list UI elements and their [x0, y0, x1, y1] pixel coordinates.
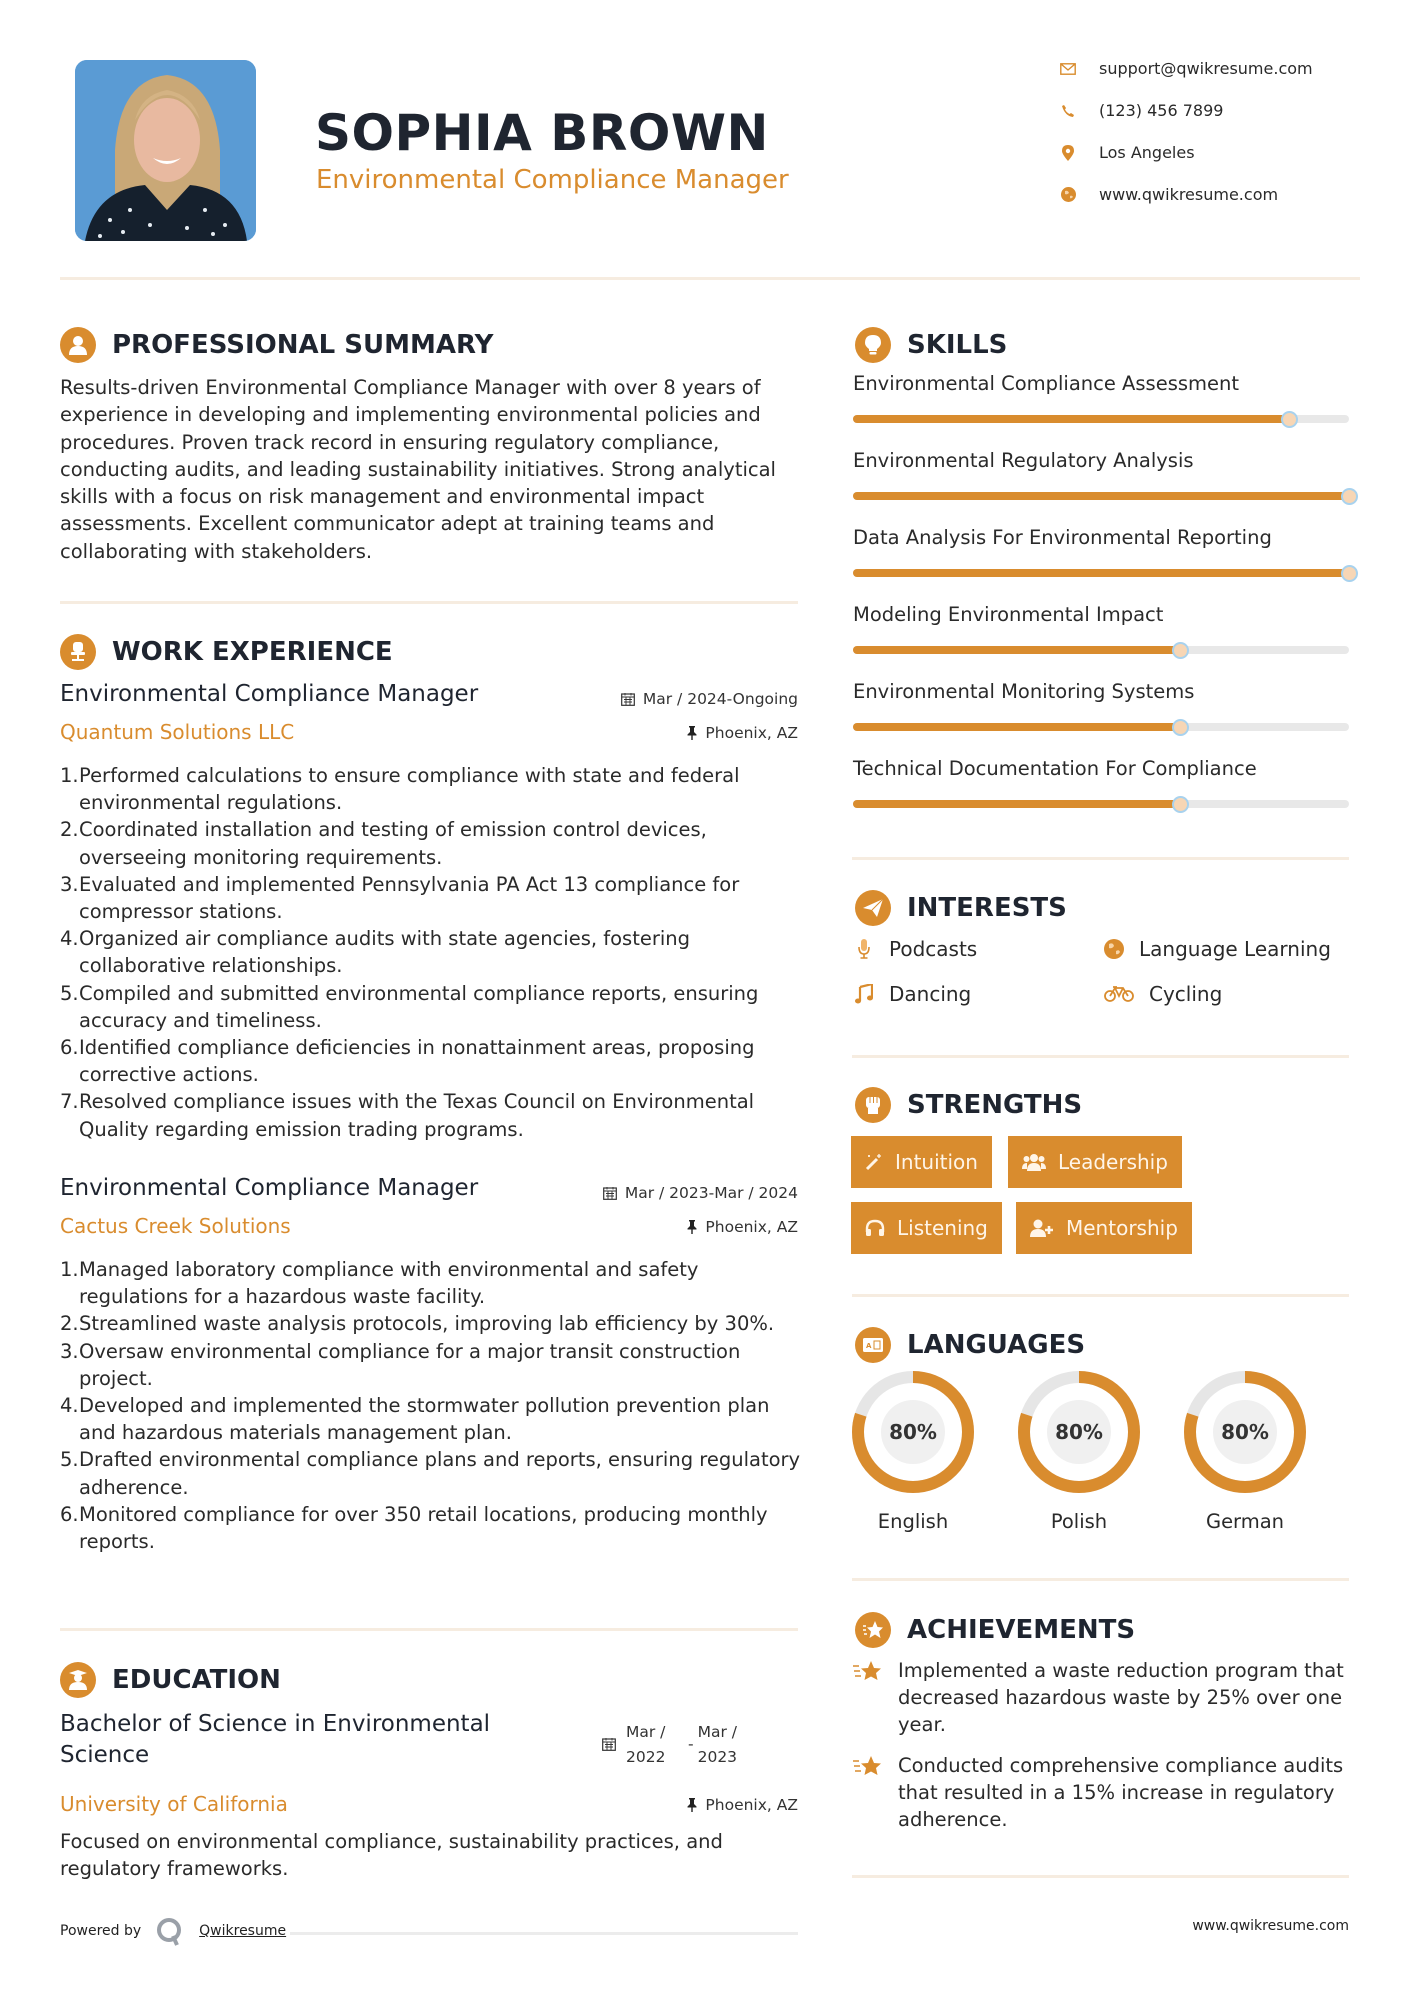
education-start: Mar / 2022 [626, 1723, 666, 1766]
powered-by [60, 1916, 286, 1946]
skill-bar-fill [853, 723, 1180, 731]
skill-bar-track [853, 646, 1349, 654]
language-percent: 80% [1221, 1420, 1269, 1444]
job-1-company: Quantum Solutions LLC [60, 720, 295, 744]
strength-label: Mentorship [1066, 1216, 1178, 1240]
languages-heading-text: LANGUAGES [907, 1330, 1086, 1360]
calendar-icon [621, 692, 635, 706]
achievement-item [852, 1657, 1352, 1738]
achievements-divider [852, 1875, 1349, 1878]
strengths-heading [855, 1087, 1082, 1123]
job-1-bullet: 1. Performed calculations to ensure compliance with state and federal environmental regulations. [60, 764, 740, 815]
contact-phone[interactable] [1058, 101, 1223, 120]
job-1-title: Environmental Compliance Manager [60, 681, 479, 707]
language-ring [1183, 1370, 1307, 1494]
job-2-dates [520, 1184, 798, 1202]
achievement-item [852, 1752, 1352, 1833]
footer-rule [290, 1932, 798, 1935]
job-2-bullet: 5. Drafted environmental compliance plans and reports, ensuring regulatory adherence. [60, 1448, 801, 1499]
job-2-company: Cactus Creek Solutions [60, 1214, 291, 1238]
skill-bar-track [853, 415, 1349, 423]
paper-plane-icon [855, 890, 891, 926]
summary-heading-text: PROFESSIONAL SUMMARY [112, 330, 494, 360]
education-dates [602, 1720, 754, 1770]
job-1-dates [560, 690, 798, 708]
education-heading [60, 1662, 281, 1698]
job-2-bullet: 2. Streamlined waste analysis protocols, improving lab efficiency by 30%. [60, 1312, 775, 1336]
achievement-text: Implemented a waste reduction program that decreased hazardous waste by 25% over one year. [898, 1659, 1344, 1736]
skill-bar-track [853, 569, 1349, 577]
achievement-text: Conducted comprehensive compliance audits that resulted in a 15% increase in regulatory adherence. [898, 1754, 1344, 1831]
user-plus-icon [1030, 1219, 1054, 1237]
education-date-separator: - [688, 1735, 694, 1753]
headphones-icon [865, 1219, 885, 1237]
skill-bar-knob [1172, 719, 1189, 736]
lightbulb-icon [855, 327, 891, 363]
experience-divider [60, 1628, 798, 1631]
language-name: Polish [1050, 1510, 1108, 1533]
candidate-name: SOPHIA BROWN [315, 104, 769, 162]
school-name: University of California [60, 1792, 288, 1816]
skill-bar-knob [1341, 488, 1358, 505]
skill-bar-knob [1172, 796, 1189, 813]
contact-location [1058, 143, 1195, 162]
strengths-divider [852, 1294, 1349, 1297]
skill-bar-fill [853, 492, 1349, 500]
map-pin-icon [1058, 144, 1078, 162]
job-1-bullet: 5. Compiled and submitted environmental compliance reports, ensuring accuracy and timeliness. [60, 981, 759, 1032]
user-icon [60, 327, 96, 363]
language-ring [1017, 1370, 1141, 1494]
interest-label: Podcasts [889, 937, 978, 961]
experience-heading-text: WORK EXPERIENCE [112, 637, 393, 667]
skill-bar-fill [853, 415, 1289, 423]
contact-phone-text: (123) 456 7899 [1099, 101, 1224, 120]
strength-chip-intuition [851, 1136, 992, 1188]
envelope-icon [1058, 60, 1078, 78]
qwikresume-link[interactable]: Qwikresume [199, 1923, 287, 1939]
strength-label: Listening [897, 1216, 988, 1240]
phone-icon [1058, 102, 1078, 120]
education-location-text: Phoenix, AZ [705, 1796, 798, 1814]
language-percent: 80% [889, 1420, 937, 1444]
office-chair-icon [60, 634, 96, 670]
languages-heading [855, 1327, 1085, 1363]
interest-label: Dancing [889, 982, 972, 1006]
skill-bar-knob [1341, 565, 1358, 582]
strength-chip-mentorship [1016, 1202, 1192, 1254]
language-name: English [877, 1510, 949, 1533]
skill-label: Modeling Environmental Impact [853, 603, 1164, 626]
strength-label: Leadership [1058, 1150, 1168, 1174]
language-name: German [1205, 1510, 1285, 1533]
skill-bar-fill [853, 569, 1349, 577]
qwikresume-logo-icon [155, 1916, 185, 1946]
users-icon [1022, 1153, 1046, 1171]
achievements-heading [855, 1612, 1135, 1648]
skill-bar-fill [853, 800, 1180, 808]
skill-bar-knob [1172, 642, 1189, 659]
portrait-image [75, 60, 256, 241]
job-1-bullet: 4. Organized air compliance audits with state agencies, fostering collaborative relationships. [60, 927, 691, 978]
translate-icon [855, 1327, 891, 1363]
interests-divider [852, 1055, 1349, 1058]
skills-heading [855, 327, 1007, 363]
experience-heading [60, 634, 393, 670]
pushpin-icon [687, 1798, 697, 1812]
skill-bar-track [853, 723, 1349, 731]
interest-cycling [1103, 982, 1222, 1006]
contact-website-text: www.qwikresume.com [1099, 185, 1279, 204]
star-icon [852, 1657, 886, 1738]
job-2-bullets [60, 1256, 805, 1555]
header-divider [60, 277, 1360, 280]
skill-bar-track [853, 800, 1349, 808]
strength-chip-leadership [1008, 1136, 1182, 1188]
interest-language-learning [1103, 937, 1331, 961]
magic-wand-icon [865, 1153, 883, 1171]
graduate-icon [60, 1662, 96, 1698]
skill-bar-track [853, 492, 1349, 500]
pushpin-icon [687, 1220, 697, 1234]
interest-dancing [853, 982, 971, 1006]
interest-podcasts [853, 937, 977, 961]
strength-chip-listening [851, 1202, 1002, 1254]
job-2-title: Environmental Compliance Manager [60, 1175, 479, 1201]
skill-label: Technical Documentation For Compliance [853, 757, 1257, 780]
language-ring [851, 1370, 975, 1494]
education-description: Focused on environmental compliance, sustainability practices, and regulatory frameworks. [60, 1830, 723, 1881]
calendar-icon [602, 1736, 616, 1752]
bicycle-icon [1103, 986, 1135, 1002]
job-1-bullet: 2. Coordinated installation and testing of emission control devices, overseeing monitoring requirements. [60, 818, 707, 869]
summary-heading [60, 327, 493, 363]
strengths-heading-text: STRENGTHS [907, 1090, 1083, 1120]
pushpin-icon [687, 726, 697, 740]
microphone-icon [853, 939, 875, 959]
fist-icon [855, 1087, 891, 1123]
contact-email[interactable] [1058, 59, 1313, 78]
job-1-bullet: 3. Evaluated and implemented Pennsylvania PA Act 13 compliance for compressor stations. [60, 872, 740, 924]
skill-bar-knob [1281, 411, 1298, 428]
job-2-location [560, 1218, 798, 1236]
star-badge-icon [855, 1612, 891, 1648]
job-2-bullet: 4. Developed and implemented the stormwater pollution prevention plan and hazardous materials management plan. [60, 1394, 770, 1445]
globe-icon [1103, 939, 1125, 959]
skill-label: Environmental Regulatory Analysis [853, 449, 1194, 472]
skill-label: Environmental Monitoring Systems [853, 680, 1195, 703]
contact-website[interactable] [1058, 185, 1278, 204]
skill-label: Environmental Compliance Assessment [853, 372, 1240, 395]
education-location [560, 1796, 798, 1814]
contact-email-text: support@qwikresume.com [1099, 59, 1313, 78]
summary-text: Results-driven Environmental Compliance Manager with over 8 years of experience in developing and implementing environmental policies and procedures. Proven track record in ensuring regulatory compliance, conducting audits, and leading sustainability initiatives. Strong analytical skills with a focus on risk management and environmental impact assessments. Excellent communicator adept at training teams and collaborating with stakeholders. [60, 376, 776, 563]
powered-by-text: Powered by [60, 1923, 142, 1939]
education-heading-text: EDUCATION [112, 1665, 281, 1695]
skills-divider [852, 857, 1349, 860]
skill-bar-fill [853, 646, 1180, 654]
interests-heading-text: INTERESTS [907, 893, 1067, 923]
calendar-icon [603, 1186, 617, 1200]
contact-location-text: Los Angeles [1099, 143, 1195, 162]
globe-icon [1058, 186, 1078, 204]
job-1-bullet: 7. Resolved compliance issues with the Texas Council on Environmental Quality regarding emission trading programs. [60, 1090, 755, 1141]
skill-label: Data Analysis For Environmental Reporting [853, 526, 1272, 549]
job-2-bullet: 1. Managed laboratory compliance with environmental and safety regulations for a hazardous waste facility. [60, 1258, 699, 1309]
languages-divider [852, 1578, 1349, 1581]
job-1-location-text: Phoenix, AZ [705, 724, 798, 742]
svg-text:A: A [866, 1342, 872, 1350]
footer-url[interactable]: www.qwikresume.com [1192, 1918, 1349, 1934]
job-1-location [560, 724, 798, 742]
degree-title: Bachelor of Science in Environmental Science [60, 1711, 491, 1768]
job-2-bullet: 6. Monitored compliance for over 350 retail locations, producing monthly reports. [60, 1502, 768, 1554]
interests-heading [855, 890, 1067, 926]
job-1-bullets [60, 762, 805, 1143]
strength-label: Intuition [895, 1150, 978, 1174]
job-2-dates-text: Mar / 2023-Mar / 2024 [624, 1184, 798, 1202]
profile-photo [75, 60, 256, 241]
job-1-dates-text: Mar / 2024-Ongoing [642, 690, 798, 708]
language-percent: 80% [1055, 1420, 1103, 1444]
star-icon [852, 1752, 886, 1833]
interest-label: Cycling [1149, 982, 1223, 1006]
job-1-bullet: 6. Identified compliance deficiencies in nonattainment areas, proposing corrective actions. [60, 1036, 755, 1087]
job-2-location-text: Phoenix, AZ [705, 1218, 798, 1236]
education-end: Mar / 2023 [697, 1723, 738, 1766]
skills-heading-text: SKILLS [907, 330, 1008, 360]
candidate-title: Environmental Compliance Manager [316, 165, 789, 195]
job-2-bullet: 3. Oversaw environmental compliance for a major transit construction project. [60, 1339, 741, 1390]
music-note-icon [853, 984, 875, 1004]
achievements-heading-text: ACHIEVEMENTS [907, 1615, 1136, 1645]
summary-divider [60, 601, 798, 604]
interest-label: Language Learning [1139, 937, 1331, 961]
